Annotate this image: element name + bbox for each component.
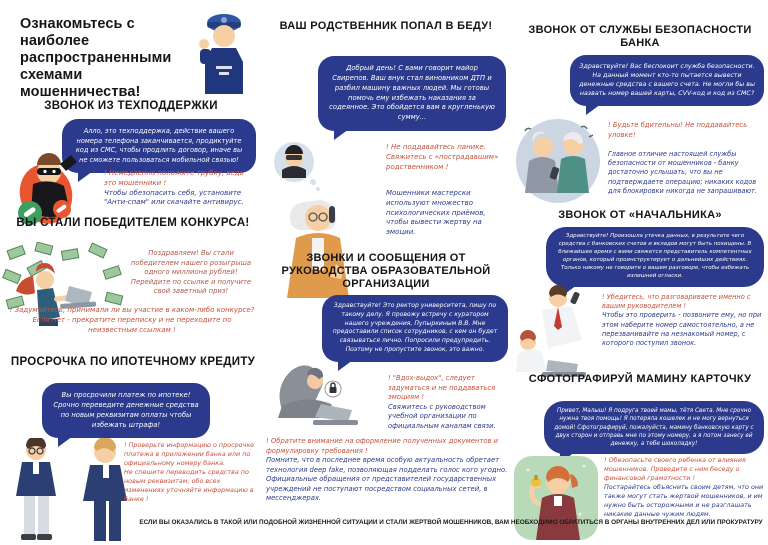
card-advice: Постарайтесь объяснить своим детям, что они также могут стать жертвой мошенников, и им нужно быть осторожными и не разглашать никакие данные чужим людям.: [604, 482, 764, 518]
tech-support-warning: ! Немедленно положите трубку, ведь это мошенники !: [104, 169, 244, 187]
relative-scam-bubble: Добрый день! С вами говорит майор Свирепов. Ваш внук стал виновником ДТП и разбил машину важных людей. Мы готовы помочь ему избежать наказания за содеянное. Это обойдется вам в кругленькую сумму...: [318, 56, 506, 131]
relative-warning: ! Не поддавайтесь панике. Свяжитесь с «пострадавшим» родственником !: [386, 143, 499, 171]
mortgage-heading: ПРОСРОЧКА ПО ИПОТЕЧНОМУ КРЕДИТУ: [10, 356, 256, 368]
bank-heading: ЗВОНОК ОТ СЛУЖБЫ БЕЗОПАСНОСТИ БАНКА: [528, 24, 752, 49]
tech-support-heading: ЗВОНОК ИЗ ТЕХПОДДЕРЖКИ: [44, 100, 218, 112]
contest-heading: ВЫ СТАЛИ ПОБЕДИТЕЛЕМ КОНКУРСА!: [16, 217, 250, 229]
boss-warning: ! Убедитесь, что разговариваете именно с вашим руководителем !: [602, 293, 751, 311]
elderly-couple-illustration: [514, 108, 602, 214]
education-heading: ЗВОНКИ И СООБЩЕНИЯ ОТ РУКОВОДСТВА ОБРАЗОВАТЕЛЬНОЙ ОРГАНИЗАЦИИ: [281, 252, 491, 290]
tech-support-advice: Чтобы обезопасить себя, установите "Анти-спам" или скачайте антивирус.: [104, 188, 244, 207]
footer-call-to-action: ЕСЛИ ВЫ ОКАЗАЛИСЬ В ТАКОЙ ИЛИ ПОДОБНОЙ ЖИЗНЕННОЙ СИТУАЦИИ И СТАЛИ ЖЕРТВОЙ МОШЕННИКОВ, ВАМ НЕОБХОДИМО ОБРАТИТЬСЯ В ОРГАНЫ ВНУТРЕННИХ ДЕЛ ИЛИ ПРОКУРАТУРУ: [139, 519, 763, 526]
boss-call-illustration: [514, 284, 602, 382]
card-warning: ! Обезопасьте своего ребенка от влияния мошенников. Проведите с ним беседу о финансовой грамотности !: [604, 456, 746, 482]
police-officer-illustration: [192, 8, 256, 102]
mortgage-warning: ! Проверьте информацию о просрочке платежа в приложении банка или по официальному номеру банка.: [124, 441, 255, 467]
education-advice2: Помните, что в последнее время особую актуальность обретает технология deep fake, позволяющая подделать голос кого угодно.: [266, 456, 508, 474]
card-scam-bubble: Привет, Малыш! Я подруга твоей мамы, тётя Света. Мне срочно нужна твоя помощь! Я потеряла кошелек и не могу вернуться домой! Сфотографируй, пожалуйста, мамину банковскую карту с двух сторон и отправь мне по этому номеру, а я потом занесу ей денежку, а тебе шоколадку!: [544, 401, 764, 454]
education-warning: ! "Вдох-выдох", следует задуматься и не поддаваться эмоциям !: [388, 374, 496, 402]
bank-advice: Главное отличие настоящей службы безопасности от мошенников - банку достаточно услышать, что вы не подтверждаете операцию; никаких кодов для блокировки никогда не запрашивают.: [608, 150, 757, 195]
education-advice: Свяжитесь с руководством учебной организации по официальным каналам связи.: [388, 402, 496, 430]
contest-scam-message: Поздравляем! Вы стали победителем нашего розыгрыша одного миллиона рублей! Перейдите по ссылке и получите свой заветный приз!: [130, 249, 252, 296]
boss-scam-bubble: Здравствуйте! Произошла утечка данных, в результате чего средства с банковских счетов и вкладов могут быть похищены. В ближайшее время с вами свяжется представитель компетентных органов, который проинструктирует о дальнейших действиях. Только никому не говорите о вашем разговоре, чтобы избежать излишней огласки.: [546, 227, 764, 287]
mortgage-scam-bubble: Вы просрочили платеж по ипотеке! Срочно переведите денежные средства по новым реквизитам оплаты чтобы избежать штрафа!: [42, 383, 210, 438]
education-advice3: Официальные обращения от представителей государственных учреждений не поступают посредством социальных сетей, в мессенджерах.: [266, 475, 497, 503]
card-heading: СФОТОГРАФИРУЙ МАМИНУ КАРТОЧКУ: [528, 373, 752, 385]
bank-scam-bubble: Здравствуйте! Вас беспокоит служба безопасности. На данный момент кто-то пытается вывести денежные средства с вашего счета. Не могли бы вы назвать номер вашей карты, CVV-код и код из СМС?: [570, 55, 764, 106]
hooded-hacker-illustration: [262, 358, 362, 438]
contest-warning: ! Задумайтесь, принимали ли вы участие в каком-либо конкурсе? Если нет - прекратите переписку и не переходите по неизвестным ссылкам !: [9, 306, 255, 334]
relative-advice: Мошенники мастерски используют множество психологических приёмов, чтобы вывести жертву на эмоции.: [386, 189, 486, 237]
tech-support-scam-bubble: Алло, это техподдержка, действие вашего номера телефона заканчивается, продиктуйте код из СМС, чтобы продлить договор, иначе вы не сможете пользоваться мобильной связью!: [62, 119, 256, 173]
boss-heading: ЗВОНОК ОТ «НАЧАЛЬНИКА»: [558, 209, 722, 221]
schoolgirl-with-bell-illustration: [514, 452, 602, 542]
bank-warning: ! Будьте бдительны! Не поддавайтесь уловке!: [608, 121, 748, 139]
poster-title: Ознакомьтесь с наиболее распространенными схемами мошенничества!: [20, 16, 172, 101]
education-warning2: ! Обратите внимание на оформление полученных документов и формулировку требования !: [266, 437, 499, 455]
relative-heading: ВАШ РОДСТВЕННИК ПОПАЛ В БЕДУ!: [279, 20, 493, 32]
boss-advice: Чтобы это проверить - позвоните ему, но при этом наберите номер самостоятельно, а не перезванивайте на незнакомый номер, с которого поступил звонок.: [602, 311, 762, 348]
education-scam-bubble: Здравствуйте! Это ректор университета, пишу по такому делу. Я провожу встречу с куратором нашего учреждения, Пупыркиным В.В. Мне предоставили список сотрудников, с кем он будет связываться лично. Попросили предупредить. Поэтому не пропустите звонок, это важно.: [322, 295, 508, 362]
mortgage-advice: Не спешите переводить средства по новым реквизитам, обо всех изменениях уточняйте информацию в банке !: [124, 467, 254, 503]
